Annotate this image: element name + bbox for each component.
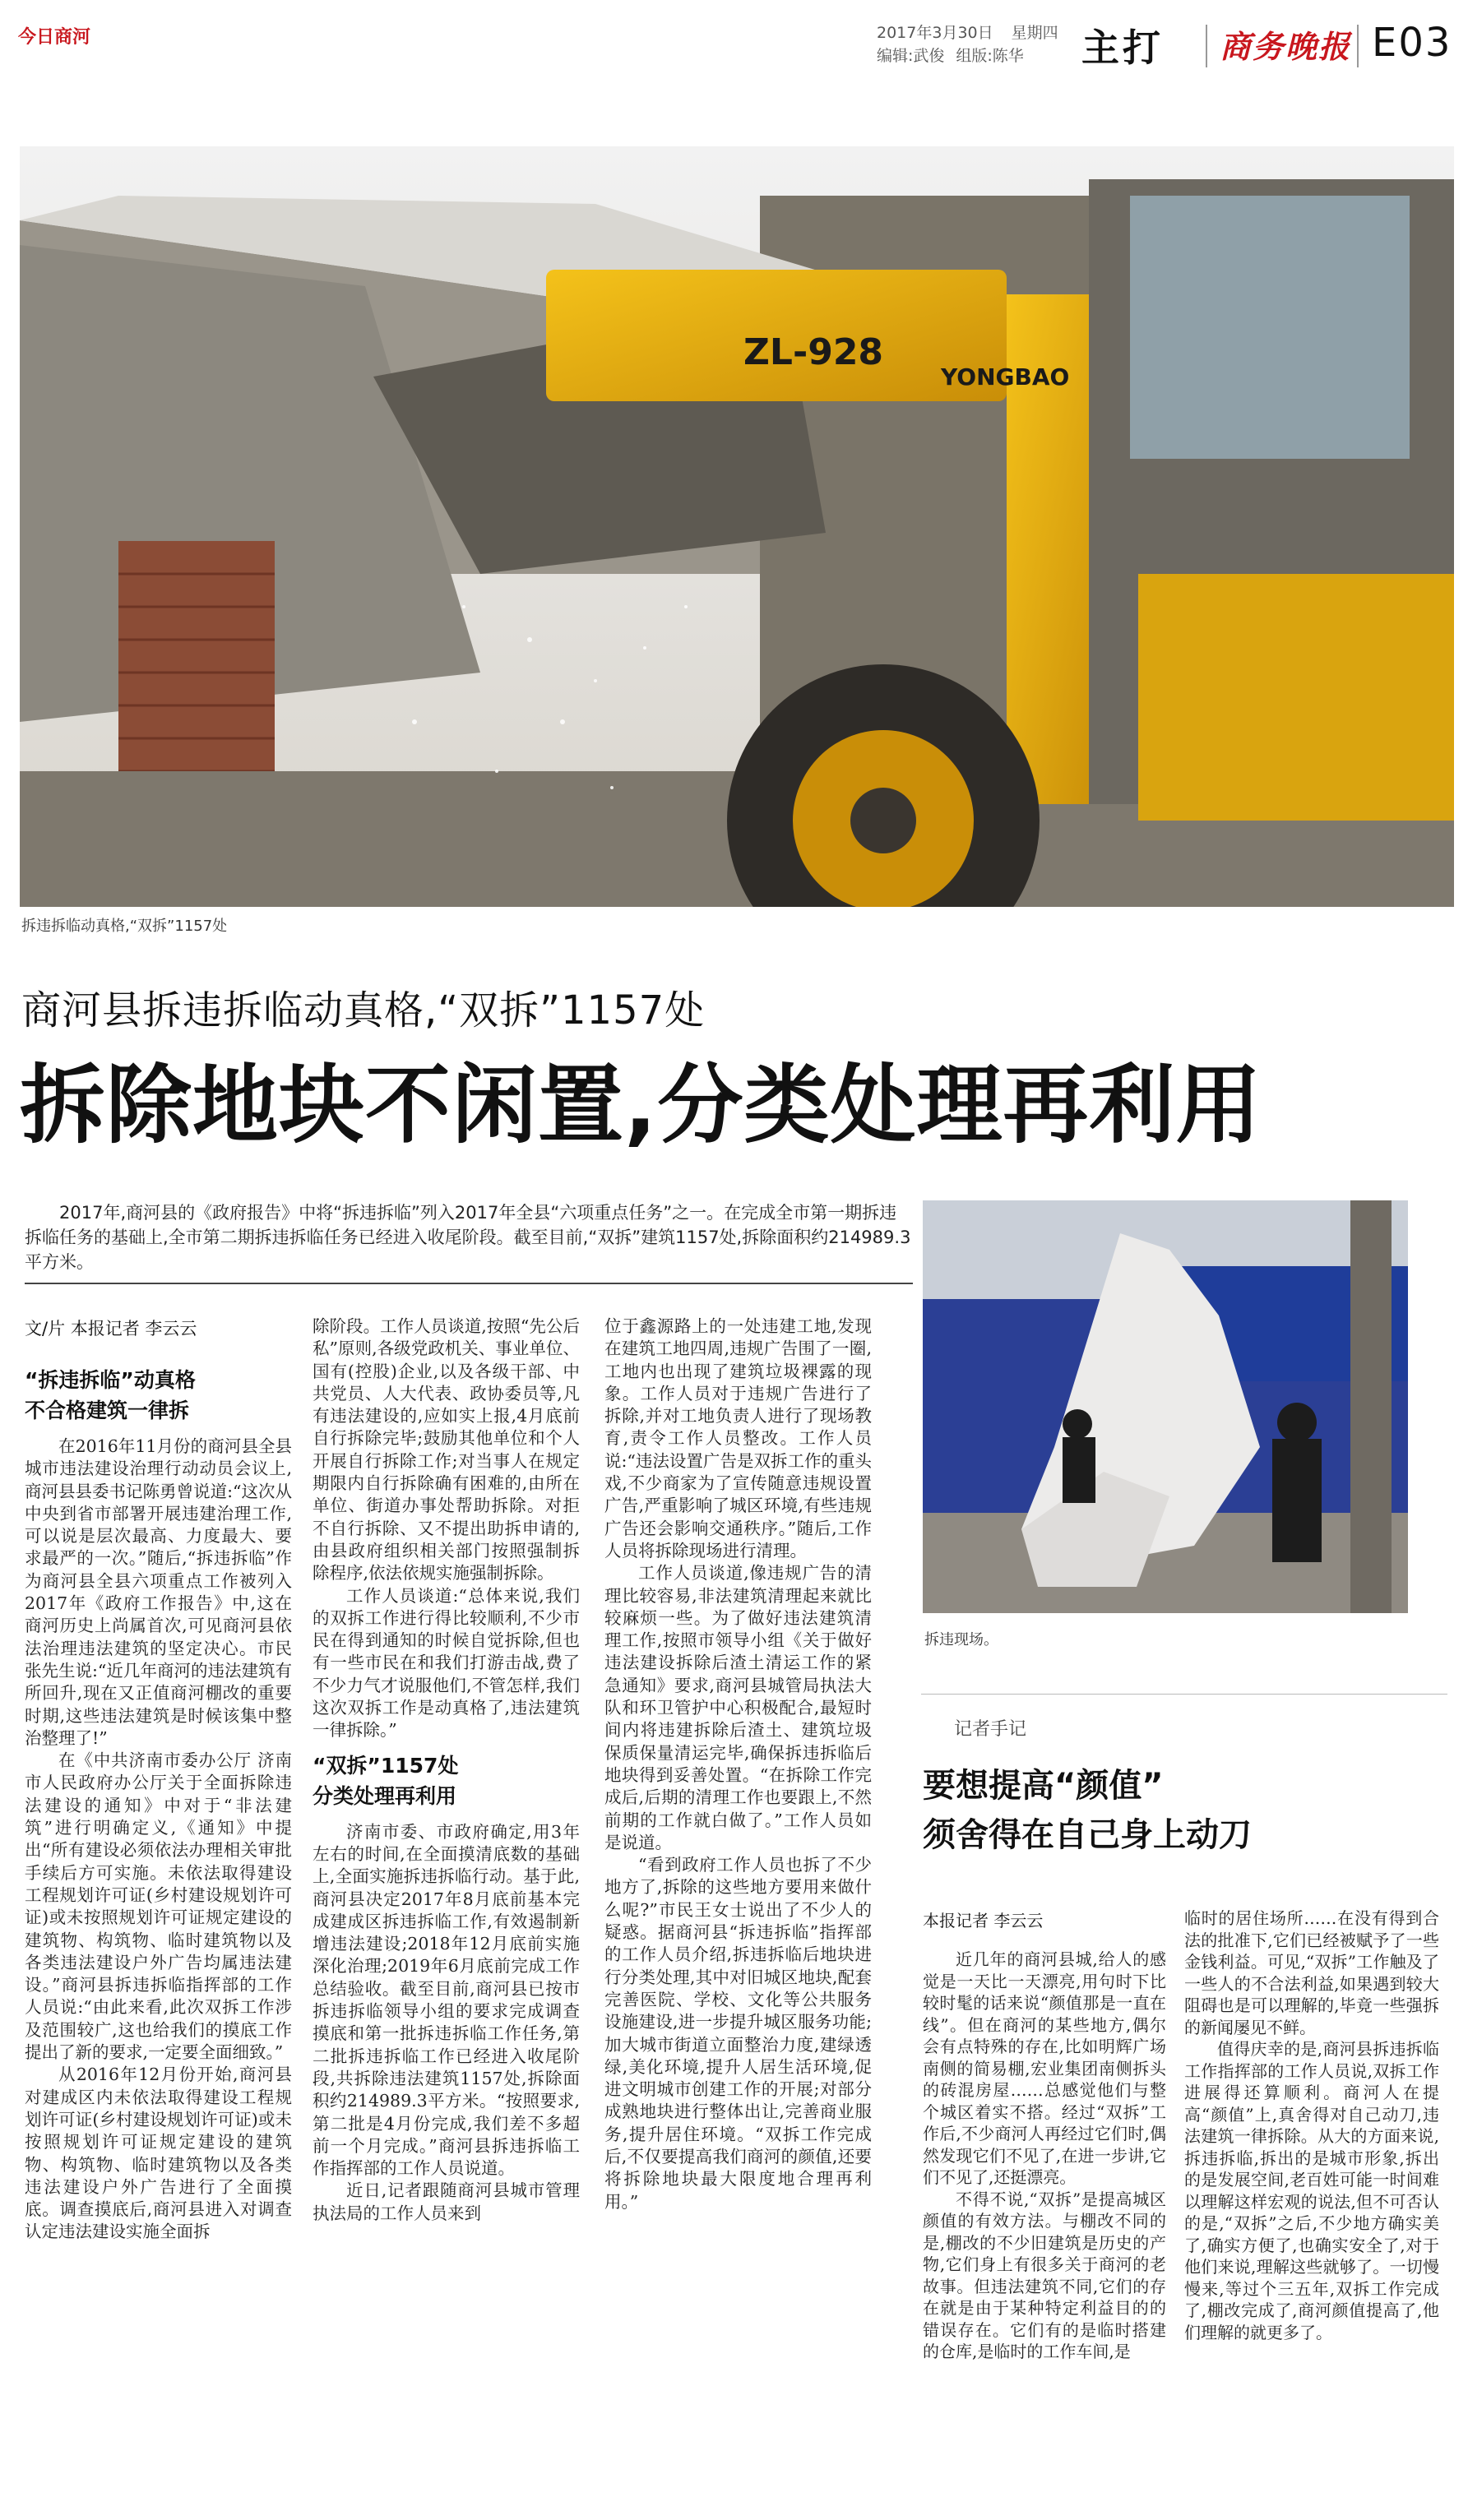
section-1-title-line-2: 不合格建筑一律拆 bbox=[25, 1399, 190, 1422]
issue-date: 2017年3月30日 bbox=[877, 24, 993, 42]
side-photo-caption: 拆违现场。 bbox=[924, 1631, 998, 1648]
main-photo-demolition bbox=[20, 146, 1454, 907]
lead-divider bbox=[25, 1283, 913, 1284]
section-name: 主打 bbox=[1081, 25, 1164, 70]
article-column-3 bbox=[604, 1315, 872, 2508]
notes-label: 记者手记 bbox=[954, 1719, 1027, 1740]
notes-divider bbox=[921, 1694, 1447, 1695]
notes-column-2 bbox=[1184, 1907, 1439, 2508]
header-meta bbox=[877, 21, 1077, 67]
newspaper-logo: 商务晚报 bbox=[1220, 28, 1352, 65]
notes-column-1 bbox=[923, 1949, 1166, 2508]
notes-title-line-1: 要想提高“颜值” bbox=[923, 1767, 1164, 1805]
section-2-title bbox=[313, 1750, 580, 1811]
article-column-2 bbox=[313, 1315, 580, 2508]
article-byline: 文/片 本报记者 李云云 bbox=[25, 1319, 197, 1339]
page-number: E03 bbox=[1372, 20, 1452, 66]
issue-weekday: 星期四 bbox=[1011, 24, 1058, 42]
notes-title-line-2: 须舍得在自己身上动刀 bbox=[923, 1816, 1252, 1854]
design-credit: 组版:陈华 bbox=[956, 47, 1024, 65]
main-photo-caption: 拆违拆临动真格,“双拆”1157处 bbox=[21, 918, 228, 935]
paragraph: 除阶段。工作人员谈道,按照“先公后私”原则,各级党政机关、事业单位、国有(控股)企业,以及各级干部、中共党员、人大代表、政协委员等,凡有违法建设的,应如实上报,4月底前自行拆除完毕;鼓励其他单位和个人开展自行拆除工作;对当事人在规定期限内自行拆除确有困难的,由所在单位、街道办事处帮助拆除。对拒不自行拆除、又不提出助拆申请的,由县政府组织相关部门按照强制拆除程序,依法依规实施强制拆除。 bbox=[313, 1316, 580, 1584]
paragraph: 近日,记者跟随商河县城市管理执法局的工作人员来到 bbox=[313, 2180, 580, 2223]
paragraph: “看到政府工作人员也拆了不少地方了,拆除的这些地方要用来做什么呢?”市民王女士说出了不少人的疑惑。据商河县“拆违拆临”指挥部的工作人员介绍,拆违拆临后地块进行分类处理,其中对旧城区地块,配套完善医院、学校、文化等公共服务设施建设,进一步提升城区服务功能;加大城市街道立面整治力度,建绿透绿,美化环境,提升人居生活环境,促进文明城市创建工作的开展;对部分成熟地块进行整体出让,完善商业服务,提升居住环境。“双拆工作完成后,不仅要提高我们商河的颜值,还要将拆除地块最大限度地合理再利用。” bbox=[604, 1855, 872, 2212]
paragraph: 工作人员谈道:“总体来说,我们的双拆工作进行得比较顺利,不少市民在得到通知的时候自觉拆除,但也有一些市民在和我们打游击战,费了不少力气才说服他们,不管怎样,我们这次双拆工作是动真格了,违法建筑一律拆除。” bbox=[313, 1585, 580, 1741]
article-column-1 bbox=[25, 1357, 292, 2508]
side-photo-demolition-site bbox=[923, 1200, 1408, 1613]
header-divider bbox=[1357, 25, 1359, 67]
paragraph: 临时的居住场所……在没有得到合法的批准下,它们已经被赋予了一些金钱利益。可见,“双拆”工作触及了一些人的不合法利益,如果遇到较大阻碍也是可以理解的,毕竟一些强拆的新闻屡见不鲜。 bbox=[1184, 1908, 1439, 2037]
notes-title bbox=[923, 1761, 1252, 1860]
article-subheadline: 商河县拆违拆临动真格,“双拆”1157处 bbox=[21, 987, 706, 1033]
paragraph: 位于鑫源路上的一处违建工地,发现在建筑工地四周,违规广告围了一圈,工地内也出现了建筑垃圾裸露的现象。工作人员对于违规广告进行了拆除,并对工地负责人进行了现场教育,责令工作人员整改。工作人员说:“违法设置广告是双拆工作的重头戏,不少商家为了宣传随意违规设置广告,严重影响了城区环境,有些违规广告还会影响交通秩序。”随后,工作人员将拆除现场进行清理。 bbox=[604, 1316, 872, 1561]
paragraph: 值得庆幸的是,商河县拆违拆临工作指挥部的工作人员说,双拆工作进展得还算顺利。商河人在提高“颜值”上,真舍得对自己动刀,违法建筑一律拆除。从大的方面来说,拆违拆临,拆出的是城市形象,拆出的是发展空间,老百姓可能一时间难以理解这样宏观的说法,但不可否认的是,“双拆”之后,不少地方确实美了,确实方便了,也确实安全了,对于他们来说,理解这些就够了。一切慢慢来,等过个三五年,双拆工作完成了,棚改完成了,商河颜值提高了,他们理解的就更多了。 bbox=[1184, 2039, 1439, 2342]
loader-code-text: ZL-928 bbox=[743, 331, 884, 373]
paragraph: 济南市委、市政府确定,用3年左右的时间,在全面摸清底数的基础上,全面实施拆违拆临行动。基于此,商河县决定2017年8月底前基本完成建成区拆违拆临工作,有效遏制新增违法建设;2018年12月底前实施深化治理;2019年6月底前完成工作总结验收。截至目前,商河县已按市拆违拆临领导小组的要求完成调查摸底和第一批拆违拆临工作任务,第二批拆违拆临工作已经进入收尾阶段,共拆除违法建筑1157处,拆除面积约214989.3平方米。“按照要求,第二批是4月份完成,我们差不多超前一个月完成。”商河县拆违拆临工作指挥部的工作人员说道。 bbox=[313, 1821, 580, 2179]
site-illustration bbox=[923, 1200, 1408, 1613]
paragraph: 不得不说,“双拆”是提高城区颜值的有效方法。与棚改不同的是,棚改的不少旧建筑是历史的产物,它们身上有很多关于商河的老故事。但违法建筑不同,它们的存在就是由于某种特定利益目的的错误存在。它们有的是临时搭建的仓库,是临时的工作车间,是 bbox=[923, 2189, 1166, 2361]
loader-brand-text: YONGBAO bbox=[941, 363, 1070, 391]
paragraph: 从2016年12月份开始,商河县对建成区内未依法取得建设工程规划许可证(乡村建设规划许可证)或未按照规划许可证规定建设的建筑物、构筑物、临时建筑物以及各类违法建设户外广告进行了全面摸底。调查摸底后,商河县进入对调查认定违法建设实施全面拆 bbox=[25, 2065, 292, 2242]
article-lead: 2017年,商河县的《政府报告》中将“拆违拆临”列入2017年全县“六项重点任务”之一。在完成全市第一期拆违拆临任务的基础上,全市第二期拆违拆临任务已经进入收尾阶段。截至目前,“双拆”建筑1157处,拆除面积约214989.3平方米。 bbox=[25, 1203, 911, 1272]
section-1-title bbox=[25, 1365, 292, 1426]
header-divider bbox=[1206, 25, 1207, 67]
paragraph: 工作人员谈道,像违规广告的清理比较容易,非法建筑清理起来就比较麻烦一些。为了做好违法建筑清理工作,按照市领导小组《关于做好违法建设拆除后渣土清运工作的紧急通知》要求,商河县城管局执法大队和环卫管护中心积极配合,最短时间内将违建拆除后渣土、建筑垃圾保质保量清运完毕,确保拆违拆临后地块得到妥善处置。“在拆除工作完成后,后期的清理工作也要跟上,不然前期的工作就白做了。”工作人员如是说道。 bbox=[604, 1563, 872, 1852]
paragraph: 在《中共济南市委办公厅 济南市人民政府办公厅关于全面拆除违法建设的通知》中对于“非法建筑”进行明确定义,《通知》中提出“所有建设必须依法办理相关审批手续后方可实施。未依法取得建设工程规划许可证(乡村建设规划许可证)或未按照规划许可证规定建设的建筑物、构筑物、临时建筑物以及各类违法建设户外广告均属违法建设。”商河县拆违拆临指挥部的工作人员说:“由此来看,此次双拆工作涉及范围较广,这也给我们的摸底工作提出了新的要求,一定要全面细致。” bbox=[25, 1750, 292, 2063]
demolition-illustration bbox=[20, 146, 1454, 907]
notes-byline: 本报记者 李云云 bbox=[923, 1911, 1044, 1930]
section-2-title-line-2: 分类处理再利用 bbox=[313, 1783, 457, 1808]
column-name: 今日商河 bbox=[18, 27, 91, 48]
section-2-title-line-1: “双拆”1157处 bbox=[313, 1753, 459, 1778]
article-headline: 拆除地块不闲置,分类处理再利用 bbox=[20, 1055, 1262, 1155]
paragraph: 近几年的商河县城,给人的感觉是一天比一天漂亮,用句时下比较时髦的话来说“颜值那是一直在线”。但在商河的某些地方,偶尔会有点特殊的存在,比如明辉广场南侧的简易棚,宏业集团南侧拆头的砖混房屋……总感觉他们与整个城区着实不搭。经过“双拆”工作后,不少商河人再经过它们时,偶然发现它们不见了,在进一步讲,它们不见了,还挺漂亮。 bbox=[923, 1949, 1166, 2187]
paragraph: 在2016年11月份的商河县全县城市违法建设治理行动动员会议上,商河县县委书记陈勇曾说道:“这次从中央到省市部署开展违建治理工作,可以说是层次最高、力度最大、要求最严的一次。”随后,“拆违拆临”作为商河县全县六项重点工作被列入2017年《政府工作报告》中,这在商河历史上尚属首次,可见商河县依法治理违法建筑的坚定决心。市民张先生说:“近几年商河的违法建筑有所回升,现在又正值商河棚改的重要时期,这些违法建筑是时候该集中整治整理了!” bbox=[25, 1436, 292, 1748]
section-1-title-line-1: “拆违拆临”动真格 bbox=[25, 1368, 196, 1392]
editor-credit: 编辑:武俊 bbox=[877, 47, 945, 65]
